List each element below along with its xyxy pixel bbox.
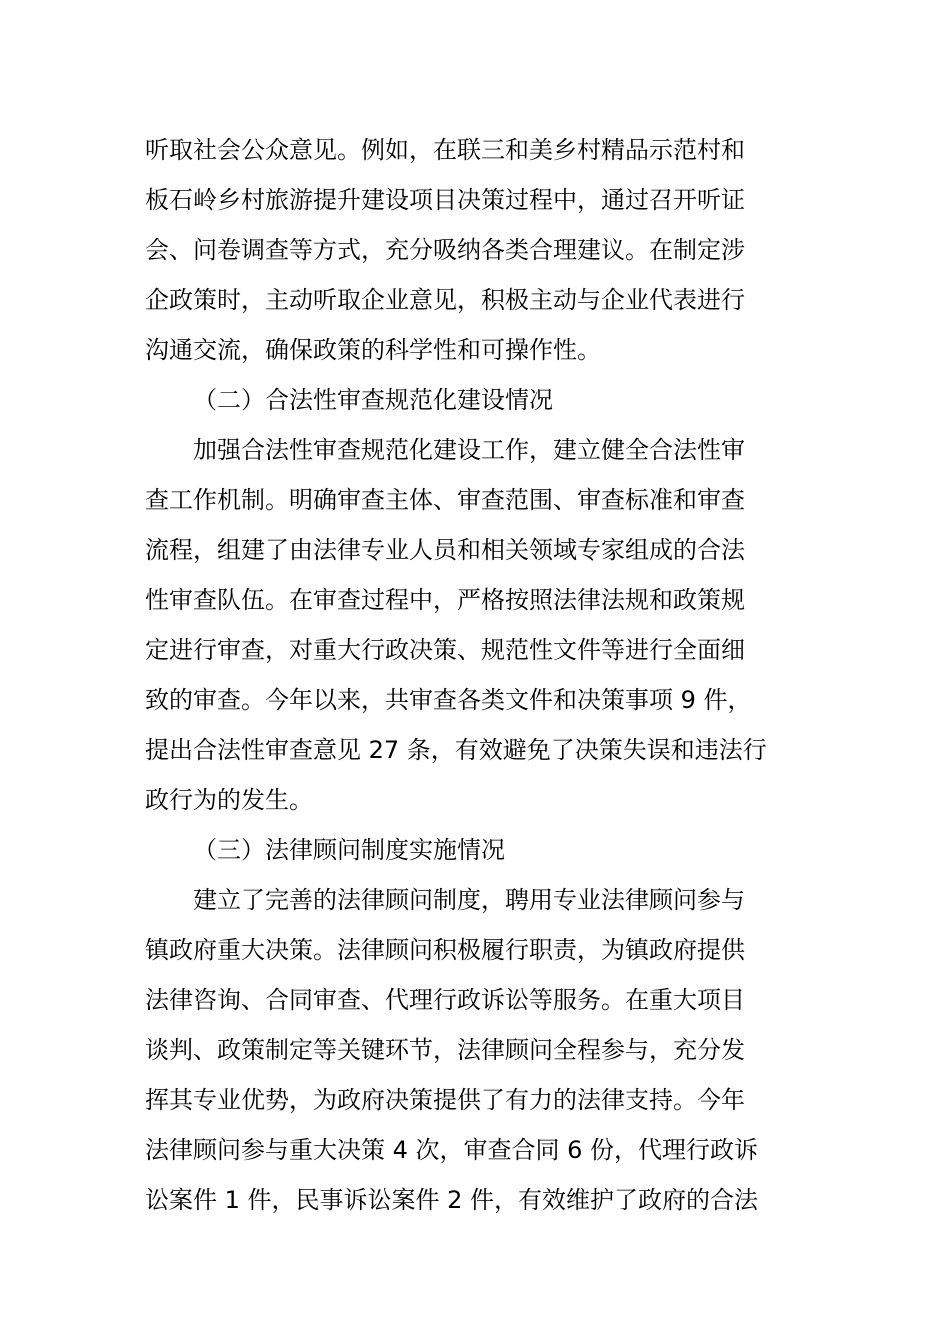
- body-text-line: 沟通交流，确保政策的科学性和可操作性。: [145, 336, 601, 364]
- body-text-line: 定进行审查，对重大行政决策、规范性文件等进行全面细: [145, 636, 745, 664]
- body-text-line: 企政策时，主动听取企业意见，积极主动与企业代表进行: [145, 286, 745, 314]
- body-text-line: 流程，组建了由法律专业人员和相关领域专家组成的合法: [145, 536, 745, 564]
- body-text-line: 致的审查。今年以来，共审查各类文件和决策事项 9 件，: [145, 686, 752, 714]
- body-text-line: 会、问卷调查等方式，充分吸纳各类合理建议。在制定涉: [145, 236, 745, 264]
- body-text-line: 法律顾问参与重大决策 4 次，审查合同 6 份，代理行政诉: [145, 1136, 759, 1164]
- section-heading-2: （二）合法性审查规范化建设情况: [193, 386, 553, 414]
- body-text-line: 镇政府重大决策。法律顾问积极履行职责，为镇政府提供: [145, 936, 745, 964]
- body-text-line: 政行为的发生。: [145, 786, 313, 814]
- body-text-line: 建立了完善的法律顾问制度，聘用专业法律顾问参与: [193, 886, 745, 914]
- body-text-line: 查工作机制。明确审查主体、审查范围、审查标准和审查: [145, 486, 745, 514]
- body-text-line: 提出合法性审查意见 27 条，有效避免了决策失误和违法行: [145, 736, 767, 764]
- body-text-line: 挥其专业优势，为政府决策提供了有力的法律支持。今年: [145, 1086, 745, 1114]
- body-text-line: 性审查队伍。在审查过程中，严格按照法律法规和政策规: [145, 586, 745, 614]
- body-text-line: 加强合法性审查规范化建设工作，建立健全合法性审: [193, 436, 745, 464]
- body-text-line: 听取社会公众意见。例如，在联三和美乡村精品示范村和: [145, 136, 745, 164]
- body-text-line: 板石岭乡村旅游提升建设项目决策过程中，通过召开听证: [145, 186, 745, 214]
- body-text-line: 讼案件 1 件，民事诉讼案件 2 件，有效维护了政府的合法: [145, 1186, 759, 1214]
- body-text-line: 法律咨询、合同审查、代理行政诉讼等服务。在重大项目: [145, 986, 745, 1014]
- body-text-line: 谈判、政策制定等关键环节，法律顾问全程参与，充分发: [145, 1036, 745, 1064]
- section-heading-3: （三）法律顾问制度实施情况: [193, 836, 505, 864]
